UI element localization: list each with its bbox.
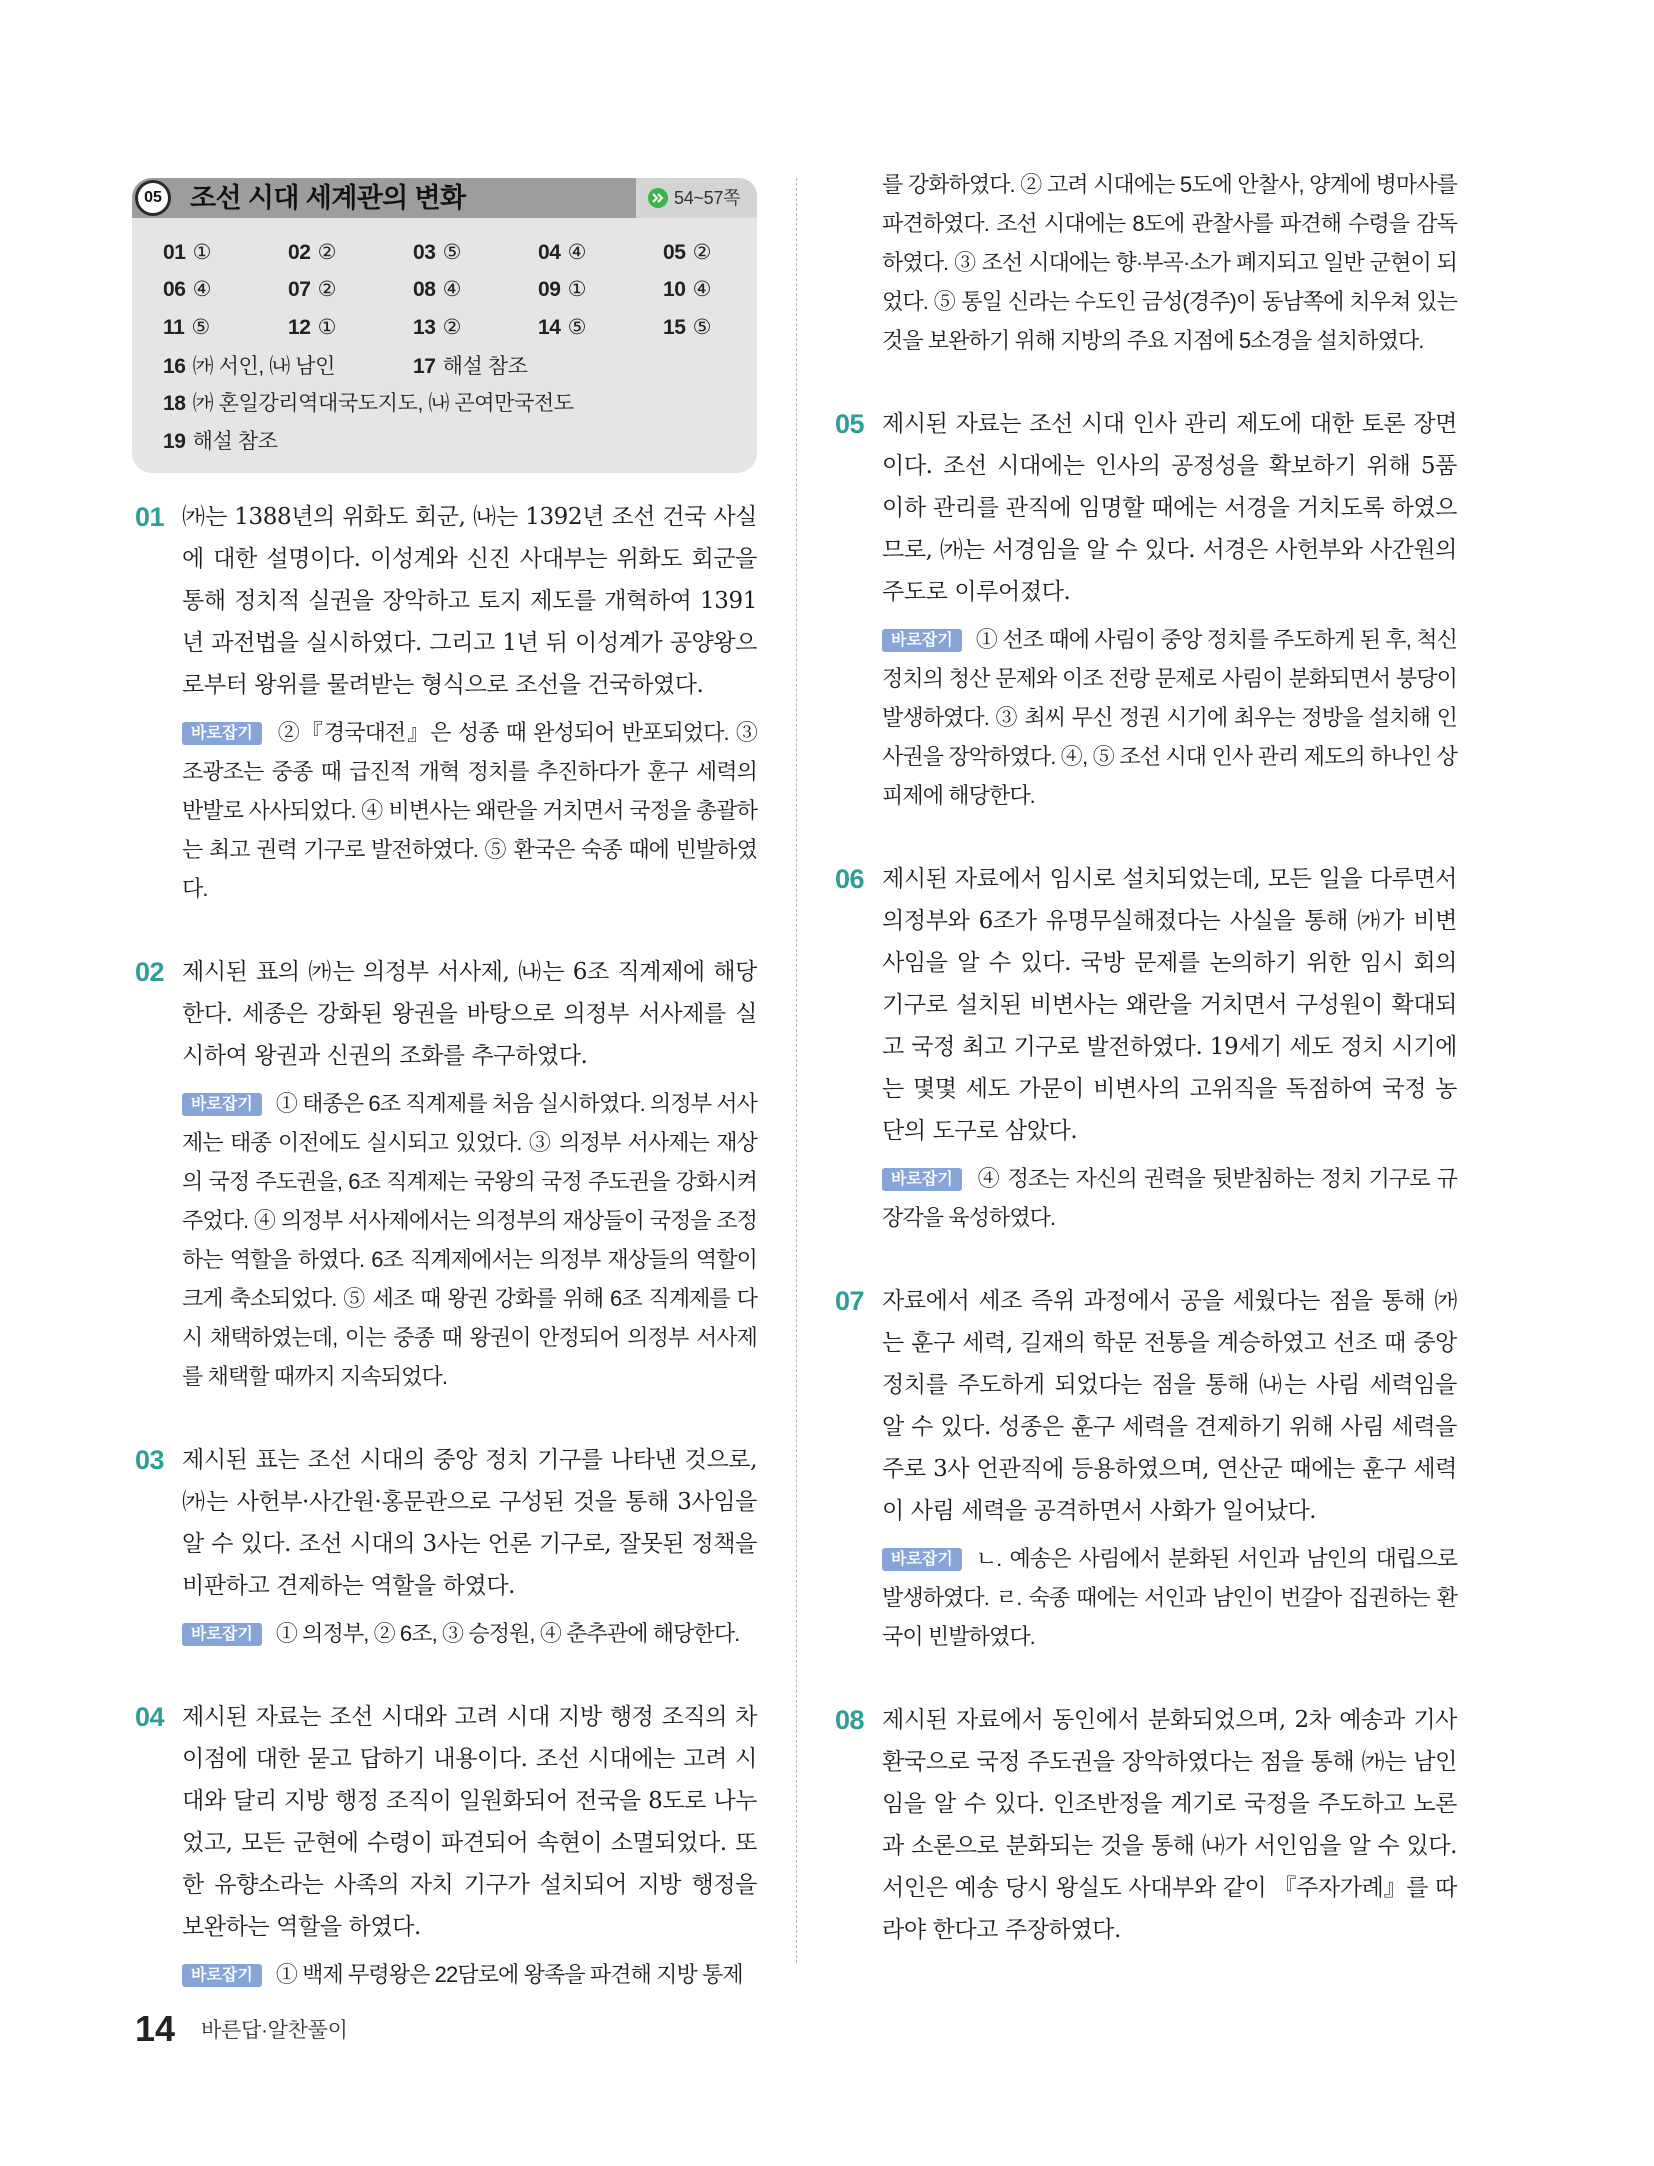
answer-item [413, 238, 461, 268]
double-arrow-icon [648, 188, 668, 208]
answer-number: 05 [663, 241, 686, 264]
answer-choice: ① [317, 316, 336, 339]
correction-note [182, 1955, 757, 1994]
answer-choice: ④ [442, 278, 461, 301]
answer-number: 17 [413, 355, 436, 378]
answer-number: 02 [288, 241, 311, 264]
correction-label: 바로잡기 [882, 629, 962, 652]
answer-item [163, 427, 278, 457]
answer-choice: ① [192, 241, 211, 264]
answer-item [288, 238, 336, 268]
explanation-07 [835, 1280, 1457, 1656]
answer-choice: ② [317, 278, 336, 301]
answer-number: 16 [163, 355, 186, 378]
explanation-text: 제시된 자료에서 임시로 설치되었는데, 모든 일을 다루면서 의정부와 6조가 유명무실해졌다는 사실을 통해 ㈎가 비변사임을 알 수 있다. 국방 문제를 논의하기 위한 임시 회의 기구로 설치된 비변사는 왜란을 거치면서 구성원이 확대되고 국정 최고 기구로 발전하였다. 19세기 세도 정치 시기에는 몇몇 세도 가문이 비변사의 고위직을 독점하여 국정 농단의 도구로 삼았다. [882, 866, 1457, 1144]
correction-label: 바로잡기 [182, 722, 262, 745]
explanation-06 [835, 858, 1457, 1237]
question-number: 08 [835, 1705, 865, 1735]
answer-item [538, 313, 586, 343]
unit-number-badge: 05 [135, 180, 171, 216]
answer-item [413, 352, 528, 382]
answer-choice: ④ [567, 241, 586, 264]
answer-item [288, 275, 336, 305]
correction-label: 바로잡기 [882, 1168, 962, 1191]
question-number: 06 [835, 864, 865, 894]
answer-choice: 해설 참조 [192, 430, 278, 453]
answer-choice: ② [442, 316, 461, 339]
explanation-text: 제시된 자료에서 동인에서 분화되었으며, 2차 예송과 기사환국으로 국정 주도권을 장악하였다는 점을 통해 ㈎는 남인임을 알 수 있다. 인조반정을 계기로 국정을 주도하고 노론과 소론으로 분화되는 것을 통해 ㈏가 서인임을 알 수 있다. 서인은 예송 당시 왕실도 사대부와 같이 『주자가례』를 따라야 한다고 주장하였다. [882, 1707, 1457, 1943]
correction-note [182, 1084, 757, 1396]
answer-item [163, 238, 211, 268]
answer-item [538, 238, 586, 268]
answer-number: 14 [538, 316, 561, 339]
explanation-01 [135, 496, 757, 908]
answer-choice: ⑤ [191, 316, 210, 339]
answer-number: 01 [163, 241, 186, 264]
question-number: 02 [135, 957, 165, 987]
answer-choice: ② [317, 241, 336, 264]
answer-choice: ⑤ [692, 316, 711, 339]
correction-text-continued: 를 강화하였다. ② 고려 시대에는 5도에 안찰사, 양계에 병마사를 파견하였다. 조선 시대에는 8도에 관찰사를 파견해 수령을 감독하였다. ③ 조선 시대에는 향·부곡·소가 폐지되고 일반 군현이 되었다. ⑤ 통일 신라는 수도인 금성(경주)이 동남쪽에 치우쳐 있는 것을 보완하기 위해 지방의 주요 지점에 5소경을 설치하였다. [882, 172, 1457, 353]
left-column [135, 496, 757, 2037]
unit-title: 조선 시대 세계관의 변화 [190, 183, 466, 213]
correction-label: 바로잡기 [182, 1623, 262, 1646]
answer-item [163, 389, 574, 419]
question-number: 05 [835, 409, 865, 439]
explanation-text: 자료에서 세조 즉위 과정에서 공을 세웠다는 점을 통해 ㈎는 훈구 세력, 길재의 학문 전통을 계승하였고 선조 때 중앙 정치를 주도하게 되었다는 점을 통해 ㈏는 사림 세력임을 알 수 있다. 성종은 훈구 세력을 견제하기 위해 사림 세력을 주로 3사 언관직에 등용하였으며, 연산군 때에는 훈구 세력이 사림 세력을 공격하면서 사화가 일어났다. [882, 1288, 1457, 1524]
answer-item [413, 313, 461, 343]
explanation-text: 제시된 자료는 조선 시대와 고려 시대 지방 행정 조직의 차이점에 대한 묻고 답하기 내용이다. 조선 시대에는 고려 시대와 달리 지방 행정 조직이 일원화되어 전국을 8도로 나누었고, 모든 군현에 수령이 파견되어 속현이 소멸되었다. 또한 유향소라는 사족의 자치 기구가 설치되어 지방 행정을 보완하는 역할을 하였다. [182, 1704, 757, 1940]
answer-number: 15 [663, 316, 686, 339]
book-title: 바른답·알찬풀이 [201, 2019, 348, 2042]
right-column [835, 165, 1457, 1994]
explanation-text: 제시된 자료는 조선 시대 인사 관리 제도에 대한 토론 장면이다. 조선 시대에는 인사의 공정성을 확보하기 위해 5품 이하 관리를 관직에 임명할 때에는 서경을 거치도록 하였으므로, ㈎는 서경임을 알 수 있다. 서경은 사헌부와 사간원의 주도로 이루어졌다. [882, 411, 1457, 605]
explanation-08 [835, 1699, 1457, 1951]
explanation-04-continued [835, 165, 1457, 360]
answer-item [288, 313, 336, 343]
answer-number: 11 [163, 316, 185, 339]
correction-note [882, 620, 1457, 815]
explanation-text: ㈎는 1388년의 위화도 회군, ㈏는 1392년 조선 건국 사실에 대한 설명이다. 이성계와 신진 사대부는 위화도 회군을 통해 정치적 실권을 장악하고 토지 제도를 개혁하여 1391년 과전법을 실시하였다. 그리고 1년 뒤 이성계가 공양왕으로부터 왕위를 물려받는 형식으로 조선을 건국하였다. [182, 504, 757, 698]
correction-text: ① 의정부, ② 6조, ③ 승정원, ④ 춘추관에 해당한다. [275, 1621, 740, 1646]
answer-number: 12 [288, 316, 311, 339]
answer-number: 19 [163, 430, 186, 453]
question-number: 04 [135, 1702, 165, 1732]
answer-item [163, 352, 335, 382]
explanation-text: 제시된 표는 조선 시대의 중앙 정치 기구를 나타낸 것으로, ㈎는 사헌부·사간원·홍문관으로 구성된 것을 통해 3사임을 알 수 있다. 조선 시대의 3사는 언론 기구로, 잘못된 정책을 비판하고 견제하는 역할을 하였다. [182, 1447, 757, 1599]
answer-summary-box [132, 178, 757, 473]
correction-label: 바로잡기 [182, 1964, 262, 1987]
answer-number: 07 [288, 278, 311, 301]
answer-item [163, 275, 211, 305]
answer-choice: ② [692, 241, 711, 264]
explanation-03 [135, 1439, 757, 1653]
correction-text: ① 선조 때에 사림이 중앙 정치를 주도하게 된 후, 척신 정치의 청산 문제와 이조 전랑 문제로 사림이 분화되면서 붕당이 발생하였다. ③ 최씨 무신 정권 시기에 최우는 정방을 설치해 인사권을 장악하였다. ④, ⑤ 조선 시대 인사 관리 제도의 하나인 상피제에 해당한다. [882, 627, 1457, 808]
explanation-04 [135, 1696, 757, 1994]
page-range-tab [636, 178, 757, 218]
answer-choice: 해설 참조 [442, 355, 528, 378]
correction-text: ④ 정조는 자신의 권력을 뒷받침하는 정치 기구로 규장각을 육성하였다. [882, 1166, 1457, 1230]
correction-note [182, 713, 757, 908]
answer-number: 03 [413, 241, 436, 264]
correction-note [882, 1159, 1457, 1237]
answer-number: 04 [538, 241, 561, 264]
answer-choice: ④ [192, 278, 211, 301]
question-number: 01 [135, 502, 165, 532]
correction-note [882, 1539, 1457, 1656]
answer-item [413, 275, 461, 305]
correction-text: ① 백제 무령왕은 22담로에 왕족을 파견해 지방 통제 [275, 1962, 743, 1987]
correction-label: 바로잡기 [882, 1548, 962, 1571]
question-number: 07 [835, 1286, 865, 1316]
explanation-02 [135, 951, 757, 1396]
answer-choice: ④ [692, 278, 711, 301]
answer-number: 06 [163, 278, 186, 301]
answer-number: 10 [663, 278, 686, 301]
answer-choice: ㈎ 서인, ㈏ 남인 [192, 355, 336, 378]
answer-item [663, 238, 711, 268]
page-range: 54~57쪽 [674, 188, 741, 208]
answer-number: 18 [163, 392, 186, 415]
correction-text: ㄴ. 예송은 사림에서 분화된 서인과 남인의 대립으로 발생하였다. ㄹ. 숙종 때에는 서인과 남인이 번갈아 집권하는 환국이 빈발하였다. [882, 1546, 1457, 1649]
answer-choice: ㈎ 혼일강리역대국도지도, ㈏ 곤여만국전도 [192, 392, 574, 415]
explanation-text: 제시된 표의 ㈎는 의정부 서사제, ㈏는 6조 직계제에 해당한다. 세종은 강화된 왕권을 바탕으로 의정부 서사제를 실시하여 왕권과 신권의 조화를 추구하였다. [182, 959, 757, 1069]
page-number: 14 [135, 2008, 176, 2049]
answer-item [663, 275, 711, 305]
correction-text: ②『경국대전』은 성종 때 완성되어 반포되었다. ③ 조광조는 중종 때 급진적 개혁 정치를 추진하다가 훈구 세력의 반발로 사사되었다. ④ 비변사는 왜란을 거치면서 국정을 총괄하는 최고 권력 기구로 발전하였다. ⑤ 환국은 숙종 때에 빈발하였다. [182, 720, 757, 901]
answer-item [538, 275, 586, 305]
question-number: 03 [135, 1445, 165, 1475]
column-divider [796, 178, 797, 1963]
explanation-05 [835, 403, 1457, 815]
answer-number: 09 [538, 278, 561, 301]
correction-note [182, 1614, 757, 1653]
answer-item [163, 313, 210, 343]
correction-text: ① 태종은 6조 직계제를 처음 실시하였다. 의정부 서사제는 태종 이전에도 실시되고 있었다. ③ 의정부 서사제는 재상의 국정 주도권을, 6조 직계제는 국왕의 국정 주도권을 강화시켜 주었다. ④ 의정부 서사제에서는 의정부의 재상들이 국정을 조정하는 역할을 하였다. 6조 직계제에서는 의정부 재상들의 역할이 크게 축소되었다. ⑤ 세조 때 왕권 강화를 위해 6조 직계제를 다시 채택하였는데, 이는 중종 때 왕권이 안정되어 의정부 서사제를 채택할 때까지 지속되었다. [182, 1091, 758, 1389]
answer-choice: ⑤ [567, 316, 586, 339]
answer-number: 13 [413, 316, 436, 339]
correction-label: 바로잡기 [182, 1093, 262, 1116]
answer-item [663, 313, 711, 343]
answer-choice: ⑤ [442, 241, 461, 264]
answer-number: 08 [413, 278, 436, 301]
answer-choice: ① [567, 278, 586, 301]
